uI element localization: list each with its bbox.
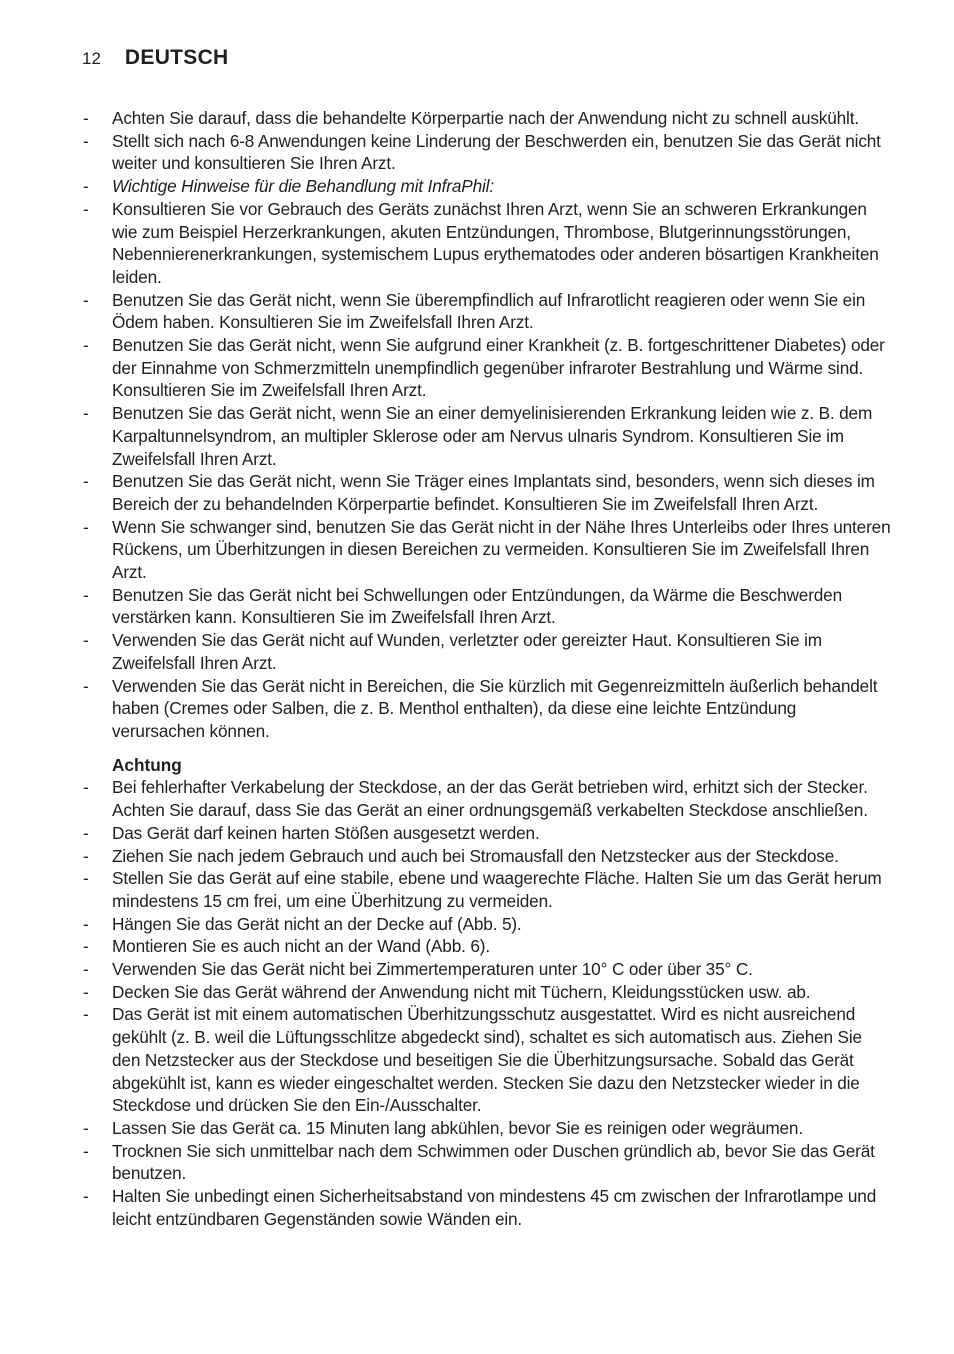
- list-dash: -: [83, 630, 89, 651]
- list-item-text: Benutzen Sie das Gerät nicht bei Schwellungen oder Entzündungen, da Wärme die Beschwerden verstärken kann. Konsultieren Sie im Zweifelsfall Ihren Arzt.: [112, 584, 842, 628]
- list-item-text: Trocknen Sie sich unmittelbar nach dem Schwimmen oder Duschen gründlich ab, bevor Sie das Gerät benutzen.: [112, 1140, 875, 1184]
- list-item: [81, 470, 893, 515]
- list-dash: -: [83, 289, 89, 310]
- list-dash: -: [83, 675, 89, 696]
- list-dash: -: [83, 981, 89, 1002]
- list-item: [81, 845, 893, 868]
- list-item: [81, 107, 893, 130]
- list-item-text: Benutzen Sie das Gerät nicht, wenn Sie an einer demyelinisierenden Erkrankung leiden wie z. B. dem Karpaltunnelsyndrom, an multipler Sklerose oder am Nervus ulnaris Syndrom. Konsultieren Sie im Zweifelsfall Ihren Arzt.: [112, 403, 873, 469]
- list-dash: -: [83, 1140, 89, 1161]
- list-item-text: Stellen Sie das Gerät auf eine stabile, ebene und waagerechte Fläche. Halten Sie um das Gerät herum mindestens 15 cm frei, um eine Überhitzung zu vermeiden.: [112, 868, 882, 911]
- list-item: [81, 958, 893, 981]
- list-item: [81, 776, 893, 821]
- list-dash: -: [83, 1117, 89, 1138]
- list-item: [81, 198, 893, 289]
- list-item: [81, 584, 893, 629]
- list-item-text: Verwenden Sie das Gerät nicht bei Zimmertemperaturen unter 10° C oder über 35° C.: [112, 959, 753, 980]
- list-item: [81, 1140, 893, 1185]
- list-item: [81, 867, 893, 912]
- page-content: [81, 107, 893, 1230]
- list-item-text: Achten Sie darauf, dass die behandelte Körperpartie nach der Anwendung nicht zu schnell auskühlt.: [112, 108, 859, 128]
- list-item: [81, 130, 893, 175]
- list-item-text: Hängen Sie das Gerät nicht an der Decke auf (Abb. 5).: [112, 913, 522, 934]
- list-item-text: Verwenden Sie das Gerät nicht auf Wunden, verletzter oder gereizter Haut. Konsultieren Sie im Zweifelsfall Ihren Arzt.: [112, 630, 822, 673]
- list-item: [81, 822, 893, 845]
- list-item-text: Halten Sie unbedingt einen Sicherheitsabstand von mindestens 45 cm zwischen der Infrarotlampe und leicht entzündbaren Gegenständen sowie Wänden ein.: [112, 1186, 877, 1229]
- list-dash: -: [83, 584, 89, 605]
- list-dash: -: [83, 822, 89, 843]
- list-item-text: Bei fehlerhafter Verkabelung der Steckdose, an der das Gerät betrieben wird, erhitzt sich der Stecker. Achten Sie darauf, dass Sie das Gerät an einer ordnungsgemäß verkabelten Steckdose anschließen.: [112, 777, 868, 821]
- list-item: [81, 675, 893, 743]
- page-header: [82, 46, 229, 70]
- page-number: 12: [82, 49, 101, 68]
- list-item: [81, 402, 893, 470]
- list-item: [81, 935, 893, 958]
- list-item-text: Benutzen Sie das Gerät nicht, wenn Sie aufgrund einer Krankheit (z. B. fortgeschrittener Diabetes) oder der Einnahme von Schmerzmitteln unempfindlich gegenüber infraroter Bestrahlung und Wärme sind. Konsultieren Sie im Zweifelsfall Ihren Arzt.: [112, 335, 885, 401]
- list-item-text: Ziehen Sie nach jedem Gebrauch und auch bei Stromausfall den Netzstecker aus der Steckdose.: [112, 845, 839, 866]
- caution-heading: Achtung: [112, 754, 182, 775]
- section-title: DEUTSCH: [124, 46, 229, 69]
- list-dash: -: [83, 868, 89, 889]
- list-item-text: Wenn Sie schwanger sind, benutzen Sie das Gerät nicht in der Nähe Ihres Unterleibs oder Ihres unteren Rückens, um Überhitzungen in diesen Bereichen zu vermeiden. Konsultieren Sie im Zweifelsfall Ihren Arzt.: [112, 516, 891, 583]
- list-item-text: Benutzen Sie das Gerät nicht, wenn Sie Träger eines Implantats sind, besonders, wenn sich dieses im Bereich der zu behandelnden Körperpartie befindet. Konsultieren Sie im Zweifelsfall Ihren Arzt.: [112, 471, 875, 514]
- list-dash: -: [83, 471, 89, 492]
- list-dash: -: [83, 176, 89, 197]
- list-item-text: Stellt sich nach 6-8 Anwendungen keine Linderung der Beschwerden ein, benutzen Sie das Gerät nicht weiter und konsultieren Sie Ihren Arzt.: [112, 130, 881, 174]
- list-dash: -: [83, 1004, 89, 1025]
- list-dash: -: [83, 777, 89, 798]
- list-item: [81, 334, 893, 402]
- list-item-text: Montieren Sie es auch nicht an der Wand (Abb. 6).: [112, 936, 490, 957]
- list-dash: -: [83, 108, 89, 128]
- list-item: [81, 629, 893, 674]
- list-item-text: Das Gerät darf keinen harten Stößen ausgesetzt werden.: [112, 822, 540, 843]
- list-dash: -: [83, 516, 89, 537]
- list-item: [81, 175, 893, 198]
- list-item-text: Konsultieren Sie vor Gebrauch des Geräts zunächst Ihren Arzt, wenn Sie an schweren Erkrankungen wie zum Beispiel Herzerkrankungen, akuten Entzündungen, Thrombose, Blutgerinnungsstörungen, Nebennierenerkrankungen, systemischem Lupus erythematodes oder anderen bösartigen Krankheiten leiden.: [112, 198, 879, 287]
- list-dash: -: [83, 845, 89, 866]
- list-dash: -: [83, 335, 89, 356]
- list-item-text: Das Gerät ist mit einem automatischen Überhitzungsschutz ausgestattet. Wird es nicht ausreichend gekühlt (z. B. weil die Lüftungsschlitze abgedeckt sind), schaltet es sich automatisch aus. Ziehen Sie den Netzstecker aus der Steckdose und beseitigen Sie die Überhitzungsursache. Sobald das Gerät abgekühlt ist, kann es wieder eingeschaltet werden. Stecken Sie dazu den Netzstecker wieder in die Steckdose und drücken Sie den Ein-/Ausschalter.: [112, 1004, 862, 1116]
- list-item: [81, 1185, 893, 1230]
- list-item: [81, 1003, 893, 1117]
- list-dash: -: [83, 403, 89, 424]
- list-item-text: Benutzen Sie das Gerät nicht, wenn Sie überempfindlich auf Infrarotlicht reagieren oder wenn Sie ein Ödem haben. Konsultieren Sie im Zweifelsfall Ihren Arzt.: [112, 289, 866, 333]
- list-dash: -: [83, 913, 89, 934]
- list-dash: -: [83, 130, 89, 151]
- list-item: [81, 516, 893, 584]
- list-item: [81, 1117, 893, 1140]
- list-item-text: Wichtige Hinweise für die Behandlung mit InfraPhil:: [112, 176, 494, 197]
- list-item-text: Decken Sie das Gerät während der Anwendung nicht mit Tüchern, Kleidungsstücken usw. ab.: [112, 981, 811, 1002]
- list-item-text: Lassen Sie das Gerät ca. 15 Minuten lang abkühlen, bevor Sie es reinigen oder wegräumen.: [112, 1117, 803, 1138]
- list-dash: -: [83, 198, 89, 219]
- list-dash: -: [83, 1186, 89, 1207]
- list-item-text: Verwenden Sie das Gerät nicht in Bereichen, die Sie kürzlich mit Gegenreizmitteln äußerlich behandelt haben (Cremes oder Salben, die z. B. Menthol enthalten), da diese eine leichte Entzündung verursachen können.: [112, 675, 878, 741]
- list-item: [81, 981, 893, 1004]
- list-item: [81, 913, 893, 936]
- list-dash: -: [83, 959, 89, 980]
- list-item: [81, 289, 893, 334]
- list-dash: -: [83, 936, 89, 957]
